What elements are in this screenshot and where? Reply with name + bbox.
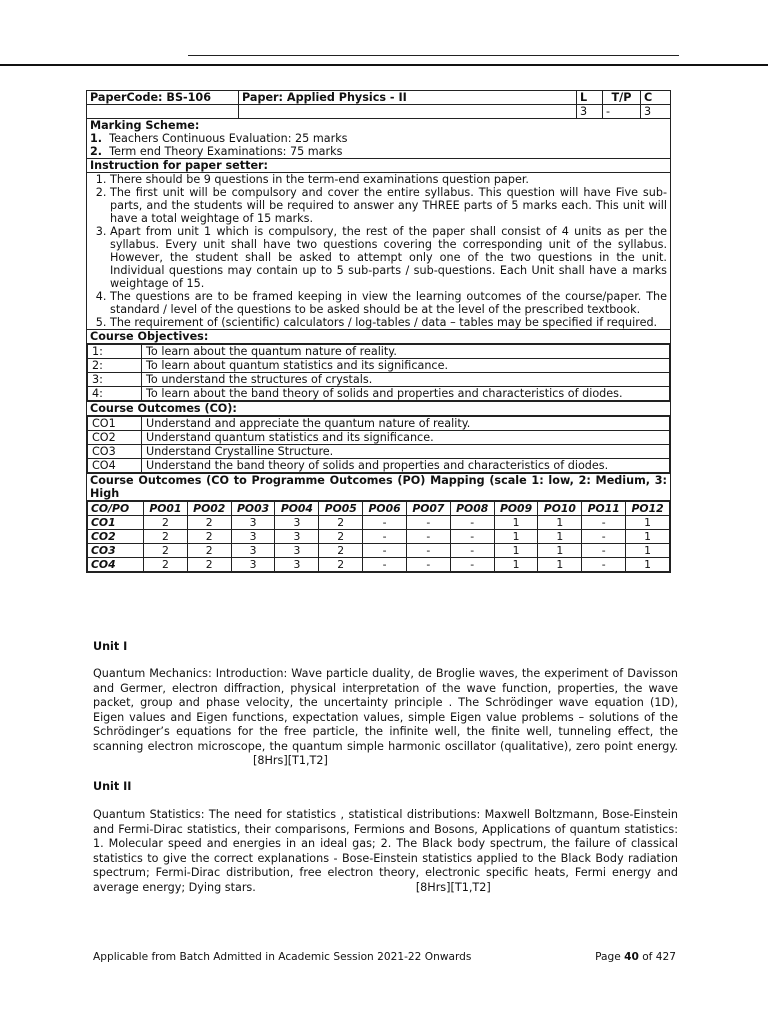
table-row: 3: To understand the structures of crystals.	[88, 373, 670, 387]
instruction-item: 3. Apart from unit 1 which is compulsory, the rest of the paper shall consist of 4 units as per the syllabus. Every unit shall have two questions covering the corresponding unit of the syllabus. However, the student shall be asked to attempt only one of the two questions in the unit. Individual questions may contain up to 5 sub-parts / sub-questions. Each Unit shall have a marks weightage of 15.	[110, 225, 667, 290]
unit1-title: Unit I	[93, 640, 128, 653]
outcomes-title: Course Outcomes (CO):	[87, 402, 671, 416]
page-number: Page 40 of 427	[595, 951, 676, 963]
unit2-hours: [8Hrs][T1,T2]	[415, 880, 491, 894]
c-value: 3	[641, 105, 671, 119]
unit2-text: Quantum Statistics: The need for statistics , statistical distributions: Maxwell Boltzmann, Bose-Einstein and Fermi-Dirac statistics, their comparisons, Fermions and Bosons, Applications of quantum statistics: 1. Molecular speed and energies in an ideal gas; 2. The Black body spectrum, the failure of classical statistics to give the correct explanations - Bose-Einstein statistics applied to the Black Body radiation spectrum; Fermi-Dirac distribution, free electron theory, electronic specific heats, Fermi energy and average energy; Dying stars.	[93, 808, 678, 894]
marking-item: 2. Term end Theory Examinations: 75 marks	[90, 145, 343, 158]
unit2-title: Unit II	[93, 780, 132, 793]
table-row: CO1 2 2 3 3 2 - - - 1 1 - 1	[88, 516, 670, 530]
table-row: 4: To learn about the band theory of solids and properties and characteristics of diodes.	[88, 387, 670, 401]
table-header-row: CO/PO PO01 PO02 PO03 PO04 PO05 PO06 PO07 PO08 PO09 PO10 PO11 PO12	[88, 502, 670, 516]
instruction-item: 5. The requirement of (scientific) calculators / log-tables / data – tables may be specified if required.	[110, 316, 667, 329]
unit1-text: Quantum Mechanics: Introduction: Wave particle duality, de Broglie waves, the experiment of Davisson and Germer, electron diffraction, physical interpretation of the wave function, properties, the wave packet, group and phase velocity, the uncertainty principle . The Schrödinger wave equation (1D), Eigen values and Eigen functions, expectation values, simple Eigen value problems – solutions of the Schrödinger’s equations for the free particle, the infinite well, the finite well, tunneling effect, the scanning electron microscope, the quantum simple harmonic oscillator (qualitative), zero point energy.	[93, 667, 678, 753]
instructions-list	[87, 173, 671, 330]
unit1-body	[93, 667, 678, 769]
table-row: CO2 Understand quantum statistics and its significance.	[88, 431, 670, 445]
instruction-item: 1. There should be 9 questions in the term-end examinations question paper.	[110, 173, 667, 186]
paper-title: Paper: Applied Physics - II	[239, 91, 577, 105]
table-row: CO4 2 2 3 3 2 - - - 1 1 - 1	[88, 558, 670, 572]
footer-note: Applicable from Batch Admitted in Academic Session 2021-22 Onwards	[93, 951, 472, 963]
tp-label: T/P	[603, 91, 641, 105]
co-po-mapping-table	[87, 501, 670, 572]
instructions-title: Instruction for paper setter:	[87, 159, 671, 173]
table-row: CO2 2 2 3 3 2 - - - 1 1 - 1	[88, 530, 670, 544]
syllabus-table	[86, 90, 671, 573]
table-row: CO4 Understand the band theory of solids and properties and characteristics of diodes.	[88, 459, 670, 473]
marking-scheme	[87, 119, 671, 159]
instruction-item: 4. The questions are to be framed keeping in view the learning outcomes of the course/paper. The standard / level of the questions to be asked should be at the level of the prescribed textbook.	[110, 290, 667, 316]
objectives-table	[87, 344, 670, 401]
table-row: CO1 Understand and appreciate the quantum nature of reality.	[88, 417, 670, 431]
l-value: 3	[577, 105, 603, 119]
outcomes-table	[87, 416, 670, 473]
tp-value: -	[603, 105, 641, 119]
table-row: 1: To learn about the quantum nature of reality.	[88, 345, 670, 359]
objectives-title: Course Objectives:	[87, 330, 671, 344]
table-row: CO3 2 2 3 3 2 - - - 1 1 - 1	[88, 544, 670, 558]
l-label: L	[577, 91, 603, 105]
table-row: CO3 Understand Crystalline Structure.	[88, 445, 670, 459]
unit2-body	[93, 808, 678, 895]
table-row: 2: To learn about quantum statistics and its significance.	[88, 359, 670, 373]
header-rule	[188, 55, 679, 56]
header-thick-rule	[0, 64, 768, 66]
marking-item: 1. Teachers Continuous Evaluation: 25 marks	[90, 132, 348, 145]
c-label: C	[641, 91, 671, 105]
mapping-title: Course Outcomes (CO to Programme Outcomes (PO) Mapping (scale 1: low, 2: Medium, 3: High	[87, 474, 671, 501]
unit1-hours: [8Hrs][T1,T2]	[253, 754, 328, 767]
paper-code: PaperCode: BS-106	[87, 91, 239, 105]
marking-title: Marking Scheme:	[90, 119, 200, 132]
instruction-item: 2. The first unit will be compulsory and cover the entire syllabus. This question will have Five sub-parts, and the students will be required to answer any THREE parts of 5 marks each. This unit will have a total weightage of 15 marks.	[110, 186, 667, 225]
